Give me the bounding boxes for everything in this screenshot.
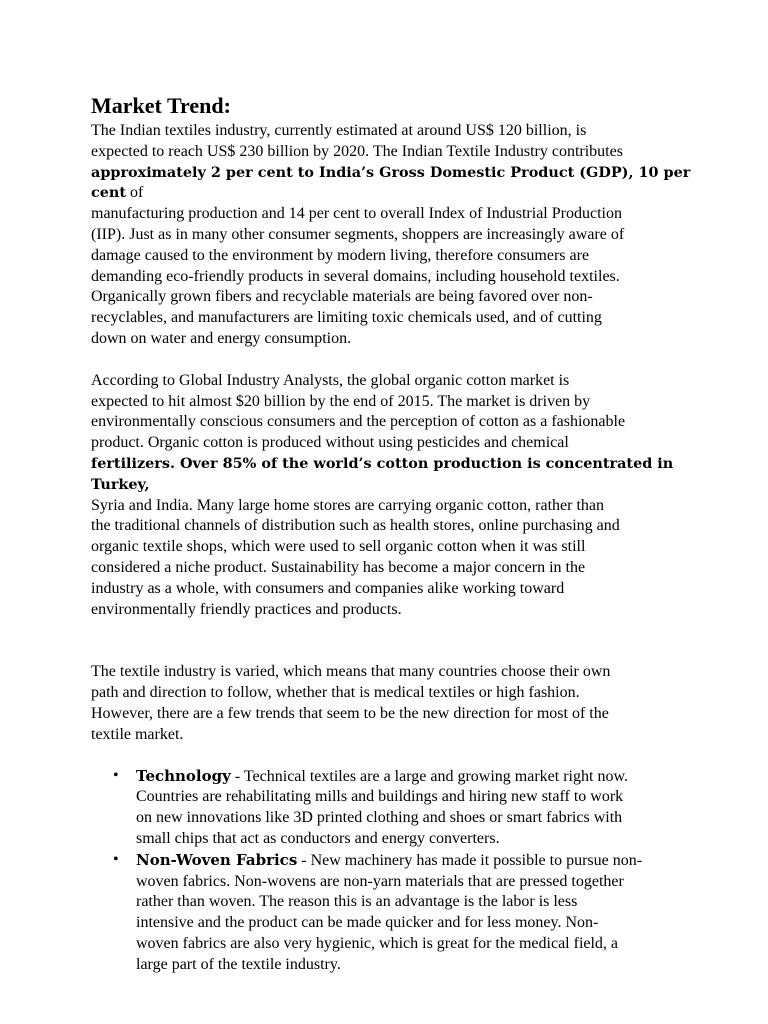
paragraph-trends-intro: The textile industry is varied, which means that many countries choose their own path and direction to follow, whether that is medical textiles or high fashion. However, there are a few trends that seem to be the new direction for most of the textile market. [91,663,611,743]
bullet-marker: • [113,850,119,868]
paragraph-organic-cotton [91,371,691,621]
list-item [113,850,691,976]
trend-list [91,766,691,976]
list-item [113,766,691,850]
paragraph-industry-overview [91,121,691,350]
bullet-marker: • [113,766,119,784]
document-page [91,92,691,975]
paragraph-text: The Indian textiles industry, currently estimated at around US$ 120 billion, is expected to reach US$ 230 billion by 2020. The Indian Textile Industry contributes [91,122,623,160]
highlighted-text: approximately 2 per cent to India’s Gross Domestic Product (GDP), 10 per cent [91,163,691,202]
list-item-term: Non-Woven Fabrics [136,850,298,869]
list-item-term: Technology [136,766,231,785]
paragraph-text: of manufacturing production and 14 per cent to overall Index of Industrial Production (IIP). Just as in many other consumer segments, shoppers are increasingly aware of damage caused to the environment by modern living, therefore consumers are demanding eco-friendly products in several domains, including household textiles. Organically grown fibers and recyclable materials are being favored over non- recyclables, and manufacturers are limiting toxic chemicals used, and of cutting down on water and energy consumption. [91,184,625,347]
page-title: Market Trend: [91,93,231,118]
list-item-text: - Technical textiles are a large and growing market right now. Countries are rehabilitating mills and buildings and hiring new staff to work on new innovations like 3D printed clothing and shoes or smart fabrics with small chips that act as conductors and energy converters. [136,767,628,847]
highlighted-text: fertilizers. Over 85% of the world’s cotton production is concentrated in Turkey, [91,454,674,493]
paragraph-text: Syria and India. Many large home stores are carrying organic cotton, rather than the traditional channels of distribution such as health stores, online purchasing and organic textile shops, which were used to sell organic cotton when it was still considered a niche product. Sustainability has become a major concern in the industry as a whole, with consumers and companies alike working toward environmentally friendly practices and products. [91,496,620,618]
paragraph-text: According to Global Industry Analysts, the global organic cotton market is expected to hit almost $20 billion by the end of 2015. The market is driven by environmentally conscious consumers and the perception of cotton as a fashionable product. Organic cotton is produced without using pesticides and chemical [91,371,626,452]
list-item-text: - New machinery has made it possible to pursue non- woven fabrics. Non-wovens are non-yarn materials that are pressed together rather than woven. The reason this is an advantage is the labor is less intensive and the product can be made quicker and for less money. Non- woven fabrics are also very hygienic, which is great for the medical field, a large part of the textile industry. [136,851,643,973]
